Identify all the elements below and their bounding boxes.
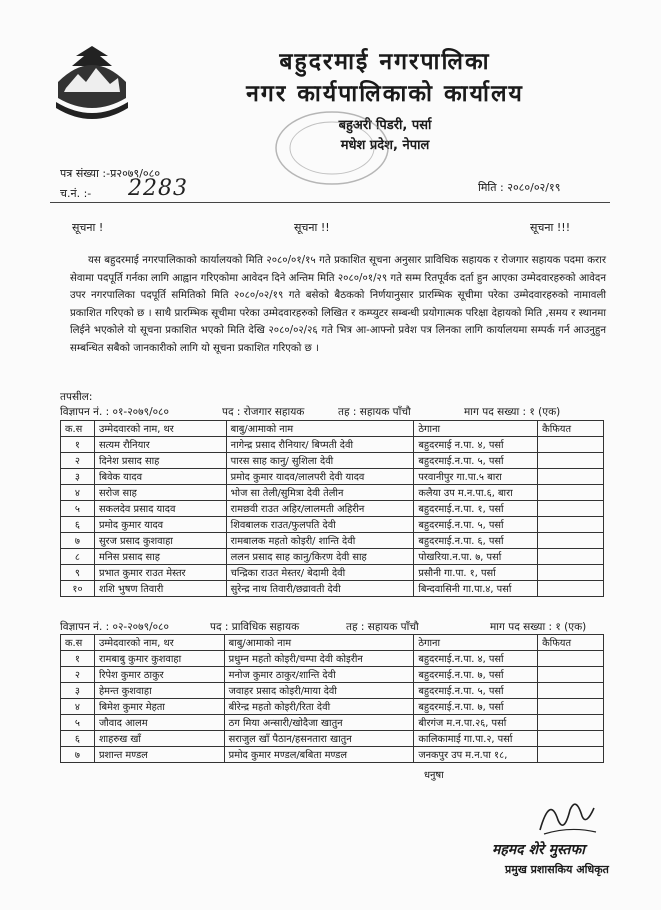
remarks-cell	[538, 699, 604, 715]
table-row	[61, 747, 604, 763]
document-date: मिति : २०८०/०२/१९	[478, 181, 561, 194]
serial-cell: ३	[61, 683, 95, 699]
table-row	[61, 683, 604, 699]
table-row	[61, 437, 604, 453]
table-row	[61, 699, 604, 715]
dispatch-number-label: च.नं. :-	[60, 187, 92, 200]
remarks-cell	[538, 453, 604, 469]
candidate-name-cell: सरोज साह	[94, 485, 226, 501]
header-cell: ठेगाना	[414, 421, 538, 437]
parent-name-cell: सुरेन्द्र नाथ तिवारी/छव्रावती देवी	[226, 581, 414, 597]
parent-name-cell: सराजुल खाँ पैठान/हसनतारा खातुन	[224, 731, 414, 747]
serial-cell: ७	[61, 747, 95, 763]
serial-cell: २	[61, 667, 95, 683]
parent-name-cell: नागेन्द्र प्रसाद रौनियार/ बिप्मती देवी	[226, 437, 414, 453]
serial-cell: १०	[61, 581, 95, 597]
serial-cell: १	[61, 651, 95, 667]
address-cell: बहुदरमाई.न.पा. ४, पर्सा	[414, 651, 538, 667]
signatory-title: प्रमुख प्रशासकिय अधिकृत	[505, 863, 609, 876]
address-cell: बीरगंज म.न.पा.२६, पर्सा	[414, 715, 538, 731]
address-cell: बहुदरमाई.न.पा. ५, पर्सा	[414, 517, 538, 533]
candidate-name-cell: सुरज प्रसाद कुशवाहा	[94, 533, 226, 549]
s2-pad: पद : प्राविधिक सहायक	[210, 621, 300, 633]
remarks-cell	[538, 731, 604, 747]
address-cell: कालिकामाई गा.पा.२, पर्सा	[414, 731, 538, 747]
shortlist-table-1	[60, 420, 604, 597]
table-row	[61, 485, 604, 501]
parent-name-cell: शिवबालक राउत/फुलपति देवी	[226, 517, 414, 533]
table-row	[61, 565, 604, 581]
address-cell: बिन्दवासिनी गा.पा.४, पर्सा	[414, 581, 538, 597]
candidate-name-cell: रामबाबु कुमार कुशवाहा	[94, 651, 224, 667]
candidate-name-cell: रिपेश कुमार ठाकुर	[94, 667, 224, 683]
parent-name-cell: भोज सा तेली/सुमित्रा देवी तेलीन	[226, 485, 414, 501]
signature-scribble-icon	[530, 790, 600, 840]
header-cell: कैफियत	[538, 421, 604, 437]
header-cell: क.स	[61, 635, 95, 651]
table-row	[61, 651, 604, 667]
notice-body: यस बहुदरमाई नगरपालिकाको कार्यालयको मिति २०८०/०१/१५ गते प्रकाशित सूचना अनुसार प्राविधिक सहायक र रोजगार सहायक पदमा करार सेवामा पदपूर्ति गर्नका लागि आह्वान गरिएकोमा आवेदन दिने अन्तिम मिति २०८०/०१/२९ गते सम्म रितपूर्वक दर्ता हुन आएका उम्मेदवारहरुको आवेदन उपर नगरपालिका पदपूर्ति समितिको मिति २०८०/०२/१९ गते बसेको बैठकको निर्णयानुसार प्रारम्भिक सूचीमा परेका उम्मेदवारहरुको नामावली प्रकाशित गरिएको छ । साथै प्रारम्भिक सूचीमा परेका उम्मेदवारहरुको लिखित र कम्प्युटर सम्बन्धी प्रयोगात्मक परिक्षा देहायको मिति ,समय र स्थानमा लिईने भएकोले यो सूचना प्रकाशित भएको मिति देखि २०८०/०२/२६ गते भित्र आ-आफ्नो प्रवेश पत्र लिनका लागि कार्यालयमा सम्पर्क गर्न आउनुहुन सम्बन्धित सबैको जानकारीको लागि यो सूचना प्रकाशित गरिएको छ ।	[70, 255, 606, 354]
table-row	[61, 581, 604, 597]
header-cell: क.स	[61, 421, 95, 437]
remarks-cell	[538, 469, 604, 485]
parent-name-cell: बीरेन्द्र महतो कोइरी/रिता देवी	[224, 699, 414, 715]
s2-maag: माग पद सख्या : १ (एक)	[490, 621, 587, 633]
address-cell: बहुदरमाई.न.पा. ५, पर्सा	[414, 453, 538, 469]
remarks-cell	[538, 667, 604, 683]
notice-heading-2: सूचना !!	[294, 221, 330, 234]
shortlist-table-2	[60, 634, 604, 763]
table-header-row	[61, 635, 604, 651]
address-cell: परवानीपुर गा.पा.५ बारा	[414, 469, 538, 485]
candidate-name-cell: सत्यम रौनियार	[94, 437, 226, 453]
candidate-name-cell: दिनेश प्रसाद साह	[94, 453, 226, 469]
remarks-cell	[538, 683, 604, 699]
table-row	[61, 469, 604, 485]
serial-cell: ७	[61, 533, 95, 549]
address-cell: पोखरिया.न.पा. ७, पर्सा	[414, 549, 538, 565]
s2-taha: तह : सहायक पाँचौ	[346, 621, 419, 633]
parent-name-cell: मनोज कुमार ठाकुर/शान्ति देवी	[224, 667, 414, 683]
remarks-cell	[538, 747, 604, 763]
address-cell: कलैया उप म.न.पा.६, बारा	[414, 485, 538, 501]
parent-name-cell: प्रधुम्न महतो कोइरी/चम्पा देवी कोइरीन	[224, 651, 414, 667]
table-row	[61, 517, 604, 533]
serial-cell: ४	[61, 485, 95, 501]
address-continuation: धनुषा	[424, 770, 444, 781]
table-row	[61, 501, 604, 517]
remarks-cell	[538, 533, 604, 549]
address-line-2: मधेश प्रदेश, नेपाल	[340, 138, 430, 153]
address-cell: बहुदरमाई.न.पा. १, पर्सा	[414, 501, 538, 517]
table-header-row	[61, 421, 604, 437]
serial-cell: १	[61, 437, 95, 453]
remarks-cell	[538, 565, 604, 581]
address-cell: बहुदरमाई.न.पा. ६, पर्सा	[414, 533, 538, 549]
address-cell: प्रसौनी गा.पा. १, पर्सा	[414, 565, 538, 581]
table-row	[61, 715, 604, 731]
parent-name-cell: रामछवी राउत अहिर/लालमती अहिरीन	[226, 501, 414, 517]
candidate-name-cell: बिमेश कुमार मेहता	[94, 699, 224, 715]
serial-cell: ६	[61, 731, 95, 747]
notice-heading-1: सूचना !	[72, 221, 104, 234]
signatory-name: महमद शेरे मुस्तफा	[492, 842, 585, 858]
candidate-name-cell: जौवाद आलम	[94, 715, 224, 731]
table-row	[61, 549, 604, 565]
parent-name-cell: प्रमोद कुमार यादव/लालपरी देवी यादव	[226, 469, 414, 485]
candidate-name-cell: बिवेक यादव	[94, 469, 226, 485]
parent-name-cell: ललन प्रसाद साह कानु/किरण देवी साह	[226, 549, 414, 565]
candidate-name-cell: प्रशान्त मण्डल	[94, 747, 224, 763]
remarks-cell	[538, 651, 604, 667]
notice-heading-3: सूचना !!!	[530, 221, 571, 234]
office-title: बहुदरमाई नगरपालिका	[279, 49, 491, 75]
serial-cell: २	[61, 453, 95, 469]
office-stamp-icon	[272, 108, 392, 188]
table-row	[61, 453, 604, 469]
parent-name-cell: प्रमोद कुमार मण्डल/बबिता मण्डल	[224, 747, 414, 763]
serial-cell: ४	[61, 699, 95, 715]
parent-name-cell: रामबालक महतो कोइरी/ शान्ति देवी	[226, 533, 414, 549]
address-cell: बहुदरमाई.न.पा. ७, पर्सा	[414, 667, 538, 683]
header-cell: बाबु/आमाको नाम	[224, 635, 414, 651]
remarks-cell	[538, 501, 604, 517]
remarks-cell	[538, 517, 604, 533]
header-divider	[50, 202, 610, 203]
municipality-emblem-icon	[48, 42, 136, 124]
candidate-name-cell: सकलदेव प्रसाद यादव	[94, 501, 226, 517]
serial-cell: ५	[61, 501, 95, 517]
address-cell: जनकपुर उप म.न.पा १८,	[414, 747, 538, 763]
serial-cell: ८	[61, 549, 95, 565]
parent-name-cell: चन्द्रिका राउत मेस्तर/ बेदामी देवी	[226, 565, 414, 581]
header-cell: बाबु/आमाको नाम	[226, 421, 414, 437]
table-row	[61, 731, 604, 747]
table-row	[61, 667, 604, 683]
serial-cell: ३	[61, 469, 95, 485]
table-row	[61, 533, 604, 549]
tapasil-label: तपसील:	[60, 391, 93, 403]
remarks-cell	[538, 581, 604, 597]
s1-taha: तह : सहायक पाँचौ	[338, 406, 411, 418]
header-cell: उम्मेदवारको नाम, थर	[94, 635, 224, 651]
candidate-name-cell: मनिस प्रसाद साह	[94, 549, 226, 565]
candidate-name-cell: शशि भुषण तिवारी	[94, 581, 226, 597]
s2-vigyapan: विज्ञापन नं. : ०२-२०७९/०८०	[60, 621, 169, 633]
parent-name-cell: ठग मिया अन्सारी/खोदैजा खातुन	[224, 715, 414, 731]
office-subtitle: नगर कार्यपालिकाको कार्यालय	[246, 81, 524, 107]
remarks-cell	[538, 437, 604, 453]
serial-cell: ९	[61, 565, 95, 581]
s1-maag: माग पद सख्या : १ (एक)	[464, 406, 561, 418]
header-cell: कैफियत	[538, 635, 604, 651]
letter-number: पत्र संख्या :-प्र२०७९/०८०	[60, 167, 161, 180]
candidate-name-cell: शाहरुख खाँ	[94, 731, 224, 747]
serial-cell: ५	[61, 715, 95, 731]
remarks-cell	[538, 485, 604, 501]
address-cell: बहुदरमाई.न.पा. ५, पर्सा	[414, 683, 538, 699]
remarks-cell	[538, 715, 604, 731]
address-cell: बहुदरमाई.न.पा. ७, पर्सा	[414, 699, 538, 715]
candidate-name-cell: प्रमोद कुमार यादव	[94, 517, 226, 533]
candidate-name-cell: प्रभात कुमार राउत मेस्तर	[94, 565, 226, 581]
remarks-cell	[538, 549, 604, 565]
s1-vigyapan: विज्ञापन नं. : ०१-२०७९/०८०	[60, 406, 169, 418]
header-cell: ठेगाना	[414, 635, 538, 651]
dispatch-number-handwritten: 2283	[128, 176, 188, 201]
address-cell: बहुदरमाई न.पा. ४, पर्सा	[414, 437, 538, 453]
parent-name-cell: पारस साह कानु/ सुशिला देवी	[226, 453, 414, 469]
address-line-1: बहुअरी पिडरी, पर्सा	[338, 118, 432, 133]
serial-cell: ६	[61, 517, 95, 533]
parent-name-cell: जवाहर प्रसाद कोइरी/माया देवी	[224, 683, 414, 699]
s1-pad: पद : रोजगार सहायक	[222, 406, 305, 418]
candidate-name-cell: हेमन्त कुशवाहा	[94, 683, 224, 699]
header-cell: उम्मेदवारको नाम, थर	[94, 421, 226, 437]
